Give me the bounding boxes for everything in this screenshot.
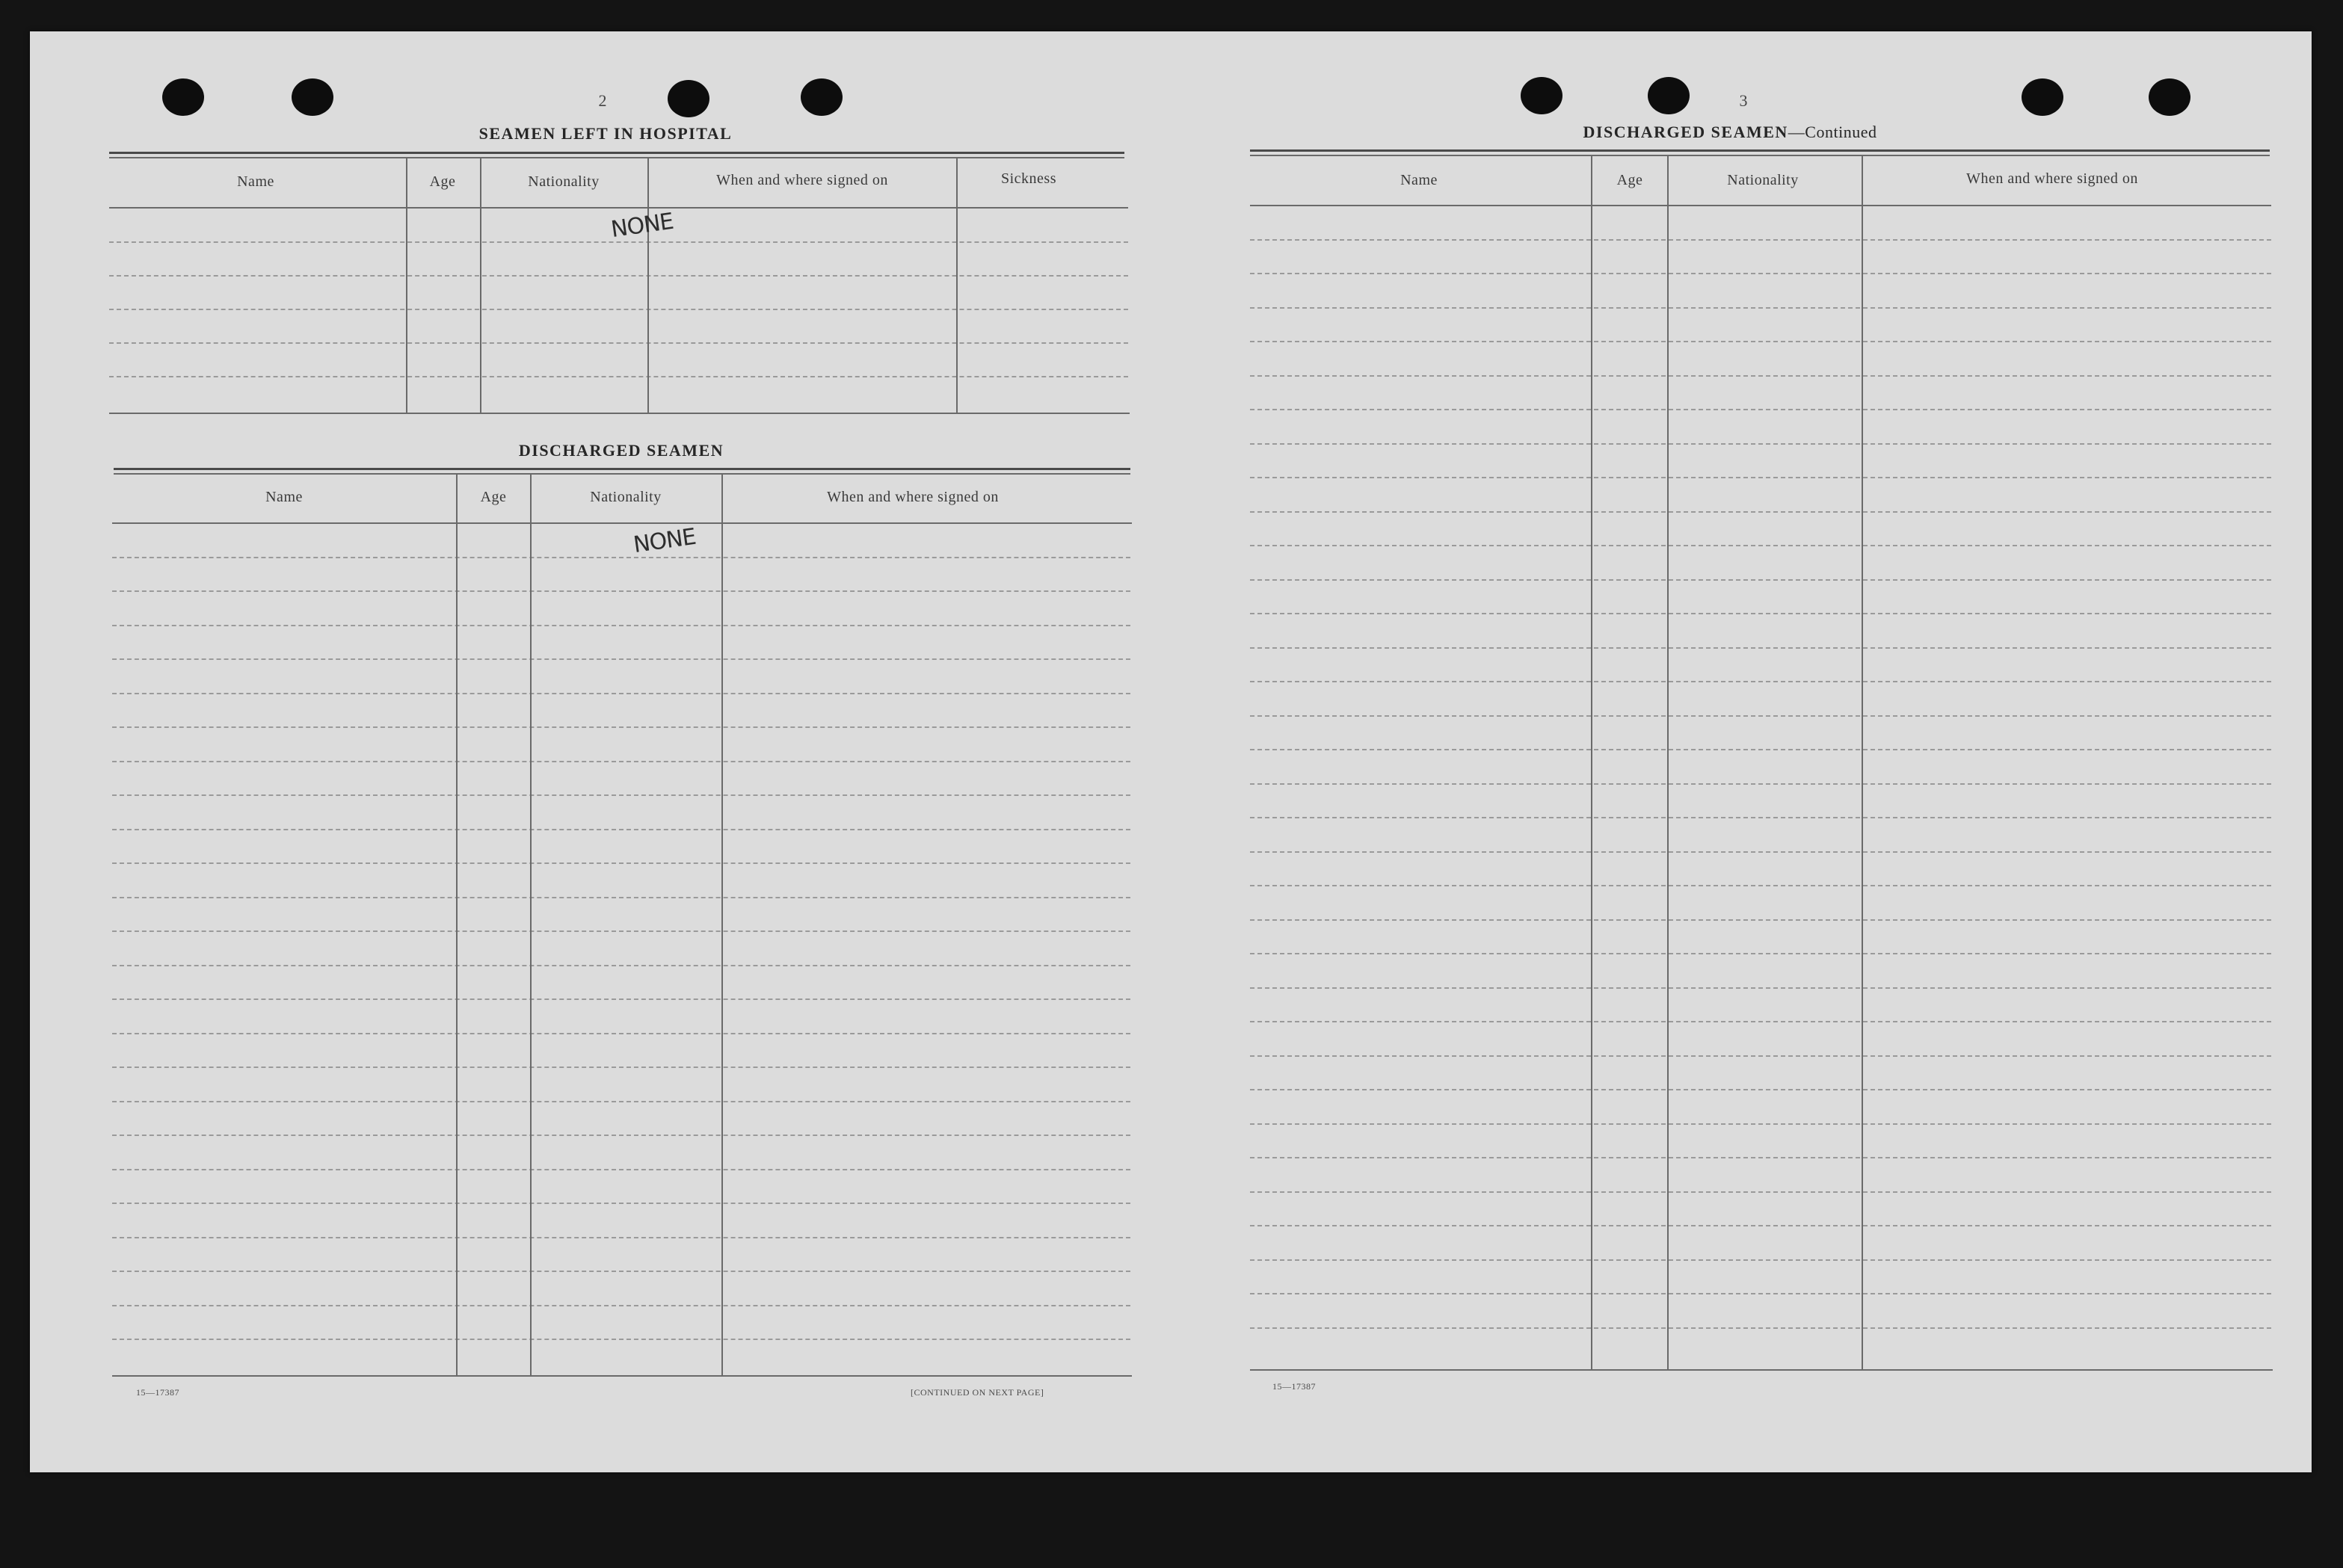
row-rule (112, 1339, 1130, 1340)
column-divider (1862, 155, 1863, 1370)
row-rule (1250, 341, 2271, 342)
row-rule (1250, 885, 2271, 886)
row-rule (1250, 1089, 2271, 1090)
row-rule (112, 693, 1130, 694)
row-rule (109, 309, 1128, 310)
section-title-suffix: —Continued (1788, 123, 1877, 141)
row-rule (112, 761, 1130, 762)
form-number: 15—17387 (1272, 1381, 1316, 1392)
row-rule (112, 1067, 1130, 1068)
row-rule (112, 897, 1130, 898)
column-divider (406, 157, 407, 414)
discharged-col-signed-on: When and where signed on (827, 489, 999, 505)
row-rule (112, 1203, 1130, 1204)
form-number: 15—17387 (136, 1387, 179, 1398)
discharged-col-name: Name (265, 489, 303, 505)
punch-hole (2022, 78, 2063, 116)
row-rule (109, 275, 1128, 277)
row-rule (1250, 851, 2271, 853)
row-rule (1250, 1259, 2271, 1261)
hospital-col-age: Age (429, 173, 456, 190)
continued-section-title (1583, 123, 1877, 142)
row-rule (1250, 443, 2271, 445)
handwritten-entry: NONE (609, 208, 675, 243)
header-rule (112, 522, 1132, 524)
row-rule (1250, 681, 2271, 682)
discharged-section-title: DISCHARGED SEAMEN (518, 441, 724, 460)
row-rule (112, 862, 1130, 864)
row-rule (1250, 783, 2271, 785)
right-col-age: Age (1616, 172, 1643, 188)
row-rule (1250, 511, 2271, 513)
row-rule (1250, 477, 2271, 478)
row-rule (112, 590, 1130, 592)
row-rule (1250, 919, 2271, 921)
column-divider (530, 473, 532, 1376)
column-divider (647, 157, 649, 414)
column-divider (721, 473, 723, 1376)
row-rule (112, 930, 1130, 932)
row-rule (1250, 1123, 2271, 1125)
row-rule (112, 1271, 1130, 1272)
row-rule (112, 658, 1130, 660)
table-top-rule (1250, 149, 2270, 152)
column-divider (956, 157, 958, 414)
row-rule (1250, 1293, 2271, 1294)
row-rule (1250, 239, 2271, 241)
row-rule (1250, 1021, 2271, 1022)
punch-hole (292, 78, 333, 116)
row-rule (112, 1305, 1130, 1306)
table-top-rule (109, 152, 1124, 154)
punch-hole (1521, 77, 1562, 114)
row-rule (1250, 953, 2271, 954)
row-rule (1250, 1327, 2271, 1329)
row-rule (1250, 1055, 2271, 1057)
row-rule (112, 998, 1130, 1000)
handwritten-entry: NONE (632, 523, 698, 558)
hospital-col-signed-on: When and where signed on (716, 172, 888, 188)
table-bottom-rule (1250, 1369, 2273, 1371)
section-title-main: DISCHARGED SEAMEN (1583, 123, 1788, 141)
row-rule (1250, 987, 2271, 989)
page-number-right: 3 (1739, 91, 1748, 110)
hospital-col-nationality: Nationality (528, 173, 600, 190)
header-rule (109, 207, 1128, 209)
column-divider (1667, 155, 1669, 1370)
column-divider (456, 473, 458, 1376)
row-rule (1250, 715, 2271, 717)
row-rule (1250, 273, 2271, 274)
row-rule (112, 557, 1130, 558)
row-rule (1250, 579, 2271, 581)
discharged-col-age: Age (480, 489, 507, 505)
punch-hole (162, 78, 204, 116)
row-rule (1250, 749, 2271, 750)
row-rule (1250, 545, 2271, 546)
row-rule (112, 794, 1130, 796)
right-col-nationality: Nationality (1727, 172, 1799, 188)
punch-hole (2149, 78, 2190, 116)
row-rule (1250, 1191, 2271, 1193)
row-rule (1250, 1157, 2271, 1158)
row-rule (112, 1135, 1130, 1136)
row-rule (1250, 613, 2271, 614)
table-bottom-rule (109, 413, 1130, 414)
right-col-name: Name (1400, 172, 1438, 188)
right-col-signed-on: When and where signed on (1966, 170, 2138, 187)
discharged-col-nationality: Nationality (590, 489, 662, 505)
row-rule (112, 829, 1130, 830)
row-rule (112, 1033, 1130, 1034)
table-top-rule (114, 468, 1130, 470)
column-divider (480, 157, 481, 414)
row-rule (109, 342, 1128, 344)
punch-hole (668, 80, 709, 117)
hospital-col-sickness: Sickness (1001, 170, 1056, 187)
row-rule (1250, 1225, 2271, 1226)
row-rule (109, 376, 1128, 377)
punch-hole (801, 78, 843, 116)
page-number-left: 2 (598, 91, 607, 110)
punch-hole (1648, 77, 1690, 114)
document-sheet (30, 31, 2312, 1472)
row-rule (112, 625, 1130, 626)
row-rule (1250, 647, 2271, 649)
row-rule (1250, 307, 2271, 309)
hospital-col-name: Name (237, 173, 274, 190)
hospital-section-title: SEAMEN LEFT IN HOSPITAL (478, 124, 733, 143)
row-rule (112, 726, 1130, 728)
row-rule (112, 1101, 1130, 1102)
row-rule (112, 1169, 1130, 1170)
table-bottom-rule (112, 1375, 1132, 1377)
row-rule (1250, 817, 2271, 818)
table-top-rule (109, 157, 1124, 158)
table-top-rule (1250, 155, 2270, 156)
row-rule (1250, 375, 2271, 377)
continued-note: [CONTINUED ON NEXT PAGE] (911, 1387, 1044, 1398)
table-top-rule (114, 473, 1130, 475)
row-rule (112, 965, 1130, 966)
header-rule (1250, 205, 2271, 206)
row-rule (1250, 409, 2271, 410)
row-rule (112, 1237, 1130, 1238)
column-divider (1591, 155, 1592, 1370)
